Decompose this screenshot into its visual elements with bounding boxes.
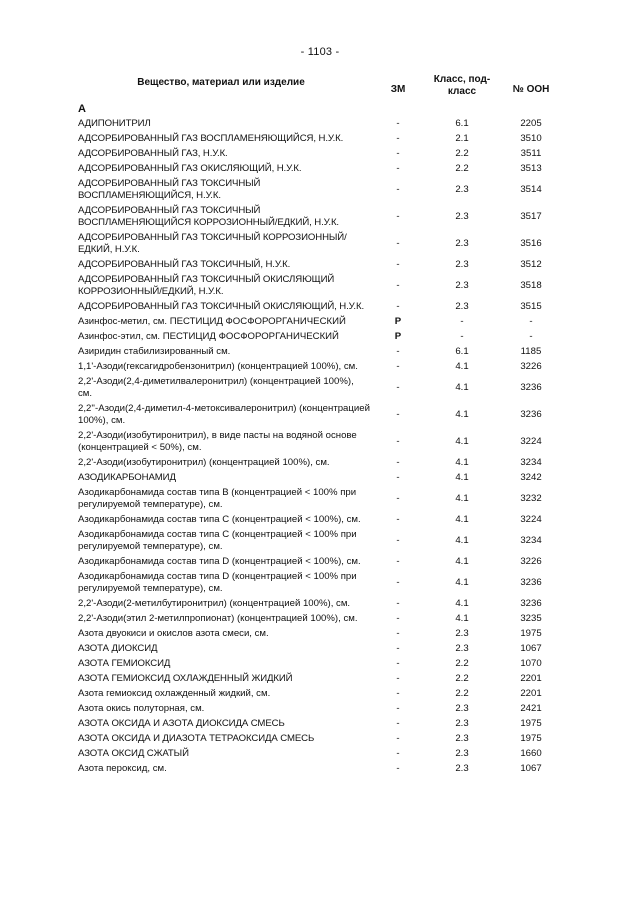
hazard-class: 4.1 — [455, 555, 469, 567]
substance-name: АДСОРБИРОВАННЫЙ ГАЗ, Н.У.К. — [78, 147, 228, 159]
table-row — [0, 176, 640, 203]
special-provision: - — [396, 237, 400, 249]
un-number: 1975 — [520, 732, 542, 744]
table-row — [0, 131, 640, 146]
substance-name: Азинфос-метил, см. ПЕСТИЦИД ФОСФОРОРГАНИЧЕСКИЙ — [78, 315, 346, 327]
header-class-line2: класс — [447, 86, 477, 97]
special-provision: - — [396, 687, 400, 699]
special-provision: - — [396, 534, 400, 546]
un-number: 3510 — [520, 132, 542, 144]
table-row — [0, 299, 640, 314]
hazard-class: 2.3 — [455, 210, 469, 222]
special-provision: - — [396, 132, 400, 144]
special-provision: - — [396, 117, 400, 129]
table-row — [0, 554, 640, 569]
hazard-class: 2.3 — [455, 300, 469, 312]
table-row — [0, 686, 640, 701]
substance-name: 2,2'-Азоди(этил 2-метилпропионат) (концентрацией 100%), см. — [78, 612, 358, 624]
substance-name: АДСОРБИРОВАННЫЙ ГАЗ ТОКСИЧНЫЙ ОКИСЛЯЮЩИЙ КОРРОЗИОННЫЙ/ЕДКИЙ, Н.У.К. — [78, 273, 335, 297]
hazard-class: 4.1 — [455, 360, 469, 372]
substance-name: Азодикарбонамида состав типа В (концентрацией < 100% при регулируемой температуре), см. — [78, 486, 357, 510]
section-letter: А — [78, 103, 86, 115]
table-row — [0, 146, 640, 161]
substance-name: Азодикарбонамида состав типа D (концентрацией < 100% при регулируемой температуре), см. — [78, 570, 357, 594]
un-number: 3232 — [520, 492, 542, 504]
table-row — [0, 314, 640, 329]
un-number: 1185 — [520, 345, 542, 357]
un-number: 3236 — [520, 381, 542, 393]
hazard-class: 2.3 — [455, 279, 469, 291]
hazard-class: 4.1 — [455, 612, 469, 624]
substance-name: Азота двуокиси и окислов азота смеси, см. — [78, 627, 269, 639]
table-row — [0, 656, 640, 671]
un-number: 3236 — [520, 597, 542, 609]
un-number: - — [529, 330, 533, 342]
hazard-class: 2.3 — [455, 237, 469, 249]
hazard-class: 2.3 — [455, 642, 469, 654]
special-provision: - — [396, 702, 400, 714]
substance-name: АЗОТА ГЕМИОКСИД — [78, 657, 171, 669]
table-row — [0, 485, 640, 512]
special-provision: - — [396, 642, 400, 654]
table-row — [0, 455, 640, 470]
substance-name: Азинфос-этил, см. ПЕСТИЦИД ФОСФОРОРГАНИЧЕСКИЙ — [78, 330, 339, 342]
table-body — [0, 116, 640, 776]
hazard-class: 2.3 — [455, 258, 469, 270]
un-number: 3236 — [520, 576, 542, 588]
substance-name: Азота окись полуторная, см. — [78, 702, 205, 714]
special-provision: - — [396, 279, 400, 291]
hazard-class: - — [460, 330, 464, 342]
un-number: 3226 — [520, 555, 542, 567]
table-row — [0, 401, 640, 428]
un-number: 2201 — [520, 687, 542, 699]
special-provision: - — [396, 210, 400, 222]
substance-name: АЗОТА ГЕМИОКСИД ОХЛАЖДЕННЫЙ ЖИДКИЙ — [78, 672, 293, 684]
un-number: 3224 — [520, 435, 542, 447]
hazard-class: 2.3 — [455, 702, 469, 714]
table-row — [0, 626, 640, 641]
un-number: 3242 — [520, 471, 542, 483]
substance-name: 1,1'-Азоди(гексагидробензонитрил) (концентрацией 100%), см. — [78, 360, 358, 372]
un-number: 3518 — [520, 279, 542, 291]
hazard-class: 4.1 — [455, 513, 469, 525]
hazard-class: 4.1 — [455, 492, 469, 504]
substance-name: 2,2'-Азоди(изобутиронитрил), в виде пасты на водяной основе (концентрацией < 50%), см. — [78, 429, 357, 453]
un-number: 2421 — [520, 702, 542, 714]
substance-name: АДСОРБИРОВАННЫЙ ГАЗ ОКИСЛЯЮЩИЙ, Н.У.К. — [78, 162, 302, 174]
un-number: 1067 — [520, 762, 542, 774]
hazard-class: 2.2 — [455, 687, 469, 699]
table-row — [0, 470, 640, 485]
header-un-number: № ООН — [512, 84, 550, 95]
table-row — [0, 344, 640, 359]
header-class-line1: Класс, под- — [433, 74, 491, 85]
substance-name: АЗОТА ОКСИДА И АЗОТА ДИОКСИДА СМЕСЬ — [78, 717, 285, 729]
substance-name: Азодикарбонамида состав типа С (концентрацией < 100%), см. — [78, 513, 361, 525]
table-row — [0, 272, 640, 299]
hazard-class: 2.3 — [455, 747, 469, 759]
substance-name: АДИПОНИТРИЛ — [78, 117, 151, 129]
un-number: 1660 — [520, 747, 542, 759]
substance-name: АДСОРБИРОВАННЫЙ ГАЗ ТОКСИЧНЫЙ ВОСПЛАМЕНЯЮЩИЙСЯ, Н.У.К. — [78, 177, 261, 201]
special-provision: - — [396, 456, 400, 468]
hazard-class: 4.1 — [455, 471, 469, 483]
table-row — [0, 359, 640, 374]
un-number: 3515 — [520, 300, 542, 312]
table-row — [0, 116, 640, 131]
substance-name: Азодикарбонамида состав типа D (концентрацией < 100%), см. — [78, 555, 361, 567]
special-provision: - — [396, 597, 400, 609]
special-provision: - — [396, 162, 400, 174]
un-number: 1975 — [520, 717, 542, 729]
hazard-class: 2.3 — [455, 183, 469, 195]
hazard-class: 2.2 — [455, 162, 469, 174]
table-row — [0, 203, 640, 230]
hazard-class: 2.2 — [455, 147, 469, 159]
special-provision: - — [396, 435, 400, 447]
un-number: 1067 — [520, 642, 542, 654]
substance-name: АЗОТА ОКСИДА И ДИАЗОТА ТЕТРАОКСИДА СМЕСЬ — [78, 732, 315, 744]
special-provision: - — [396, 300, 400, 312]
substance-name: Азиридин стабилизированный см. — [78, 345, 231, 357]
substance-name: АЗОТА ОКСИД СЖАТЫЙ — [78, 747, 189, 759]
table-row — [0, 746, 640, 761]
un-number: 3236 — [520, 408, 542, 420]
hazard-class: 2.3 — [455, 717, 469, 729]
substance-name: Азодикарбонамида состав типа С (концентрацией < 100% при регулируемой температуре), см. — [78, 528, 357, 552]
table-row — [0, 701, 640, 716]
substance-name: 2,2'-Азоди(2-метилбутиронитрил) (концентрацией 100%), см. — [78, 597, 351, 609]
hazard-class: 2.2 — [455, 657, 469, 669]
special-provision: - — [396, 672, 400, 684]
hazard-class: 2.3 — [455, 762, 469, 774]
special-provision: - — [396, 747, 400, 759]
header-substance: Вещество, материал или изделие — [137, 77, 305, 88]
special-provision: - — [396, 471, 400, 483]
hazard-class: 4.1 — [455, 435, 469, 447]
table-row — [0, 527, 640, 554]
hazard-class: 2.3 — [455, 627, 469, 639]
un-number: 3234 — [520, 456, 542, 468]
special-provision: - — [396, 381, 400, 393]
hazard-class: 2.2 — [455, 672, 469, 684]
substance-name: АДСОРБИРОВАННЫЙ ГАЗ ТОКСИЧНЫЙ ОКИСЛЯЮЩИЙ, Н.У.К. — [78, 300, 365, 312]
header-special-provisions: ЗМ — [390, 84, 406, 95]
substance-name: АДСОРБИРОВАННЫЙ ГАЗ ВОСПЛАМЕНЯЮЩИЙСЯ, Н.У.К. — [78, 132, 344, 144]
table-row — [0, 428, 640, 455]
table-row — [0, 716, 640, 731]
table-header — [0, 74, 640, 104]
un-number: 3235 — [520, 612, 542, 624]
hazard-class: 4.1 — [455, 576, 469, 588]
un-number: 3513 — [520, 162, 542, 174]
table-row — [0, 329, 640, 344]
un-number: 3226 — [520, 360, 542, 372]
substance-name: 2,2''-Азоди(2,4-диметил-4-метоксивалеронитрил) (концентрацией 100%), см. — [78, 402, 370, 426]
table-row — [0, 671, 640, 686]
special-provision: - — [396, 627, 400, 639]
substance-name: 2,2'-Азоди(2,4-диметилвалеронитрил) (концентрацией 100%), см. — [78, 375, 354, 399]
special-provision: - — [396, 408, 400, 420]
hazard-class: 4.1 — [455, 408, 469, 420]
special-provision: P — [394, 330, 402, 342]
special-provision: P — [394, 315, 402, 327]
un-number: 1975 — [520, 627, 542, 639]
un-number: 2201 — [520, 672, 542, 684]
un-number: 1070 — [520, 657, 542, 669]
hazard-class: 4.1 — [455, 597, 469, 609]
special-provision: - — [396, 555, 400, 567]
page-number: - 1103 - — [300, 46, 340, 58]
special-provision: - — [396, 657, 400, 669]
hazard-class: 2.3 — [455, 732, 469, 744]
special-provision: - — [396, 762, 400, 774]
substance-name: АЗОДИКАРБОНАМИД — [78, 471, 176, 483]
table-row — [0, 374, 640, 401]
un-number: 3511 — [520, 147, 542, 159]
substance-name: АЗОТА ДИОКСИД — [78, 642, 158, 654]
hazard-class: 2.1 — [455, 132, 469, 144]
substance-name: Азота гемиоксид охлажденный жидкий, см. — [78, 687, 271, 699]
un-number: 3234 — [520, 534, 542, 546]
special-provision: - — [396, 612, 400, 624]
table-row — [0, 596, 640, 611]
hazard-class: 4.1 — [455, 456, 469, 468]
hazard-class: 4.1 — [455, 534, 469, 546]
special-provision: - — [396, 345, 400, 357]
special-provision: - — [396, 492, 400, 504]
substance-name: АДСОРБИРОВАННЫЙ ГАЗ ТОКСИЧНЫЙ ВОСПЛАМЕНЯЮЩИЙСЯ КОРРОЗИОННЫЙ/ЕДКИЙ, Н.У.К. — [78, 204, 340, 228]
hazard-class: - — [460, 315, 464, 327]
hazard-class: 4.1 — [455, 381, 469, 393]
table-row — [0, 761, 640, 776]
special-provision: - — [396, 147, 400, 159]
special-provision: - — [396, 360, 400, 372]
un-number: 3224 — [520, 513, 542, 525]
substance-name: Азота пероксид, см. — [78, 762, 167, 774]
un-number: 3514 — [520, 183, 542, 195]
un-number: 3516 — [520, 237, 542, 249]
table-row — [0, 230, 640, 257]
table-row — [0, 641, 640, 656]
special-provision: - — [396, 183, 400, 195]
substance-name: АДСОРБИРОВАННЫЙ ГАЗ ТОКСИЧНЫЙ КОРРОЗИОННЫЙ/ЕДКИЙ, Н.У.К. — [78, 231, 347, 255]
hazard-class: 6.1 — [455, 345, 469, 357]
table-row — [0, 731, 640, 746]
hazard-class: 6.1 — [455, 117, 469, 129]
table-row — [0, 512, 640, 527]
table-row — [0, 161, 640, 176]
un-number: 2205 — [520, 117, 542, 129]
table-row — [0, 611, 640, 626]
un-number: 3517 — [520, 210, 542, 222]
un-number: 3512 — [520, 258, 542, 270]
table-row — [0, 257, 640, 272]
header-class — [428, 74, 496, 98]
special-provision: - — [396, 576, 400, 588]
substance-name: 2,2'-Азоди(изобутиронитрил) (концентрацией 100%), см. — [78, 456, 330, 468]
special-provision: - — [396, 732, 400, 744]
special-provision: - — [396, 513, 400, 525]
special-provision: - — [396, 258, 400, 270]
special-provision: - — [396, 717, 400, 729]
un-number: - — [529, 315, 533, 327]
substance-name: АДСОРБИРОВАННЫЙ ГАЗ ТОКСИЧНЫЙ, Н.У.К. — [78, 258, 291, 270]
table-row — [0, 569, 640, 596]
